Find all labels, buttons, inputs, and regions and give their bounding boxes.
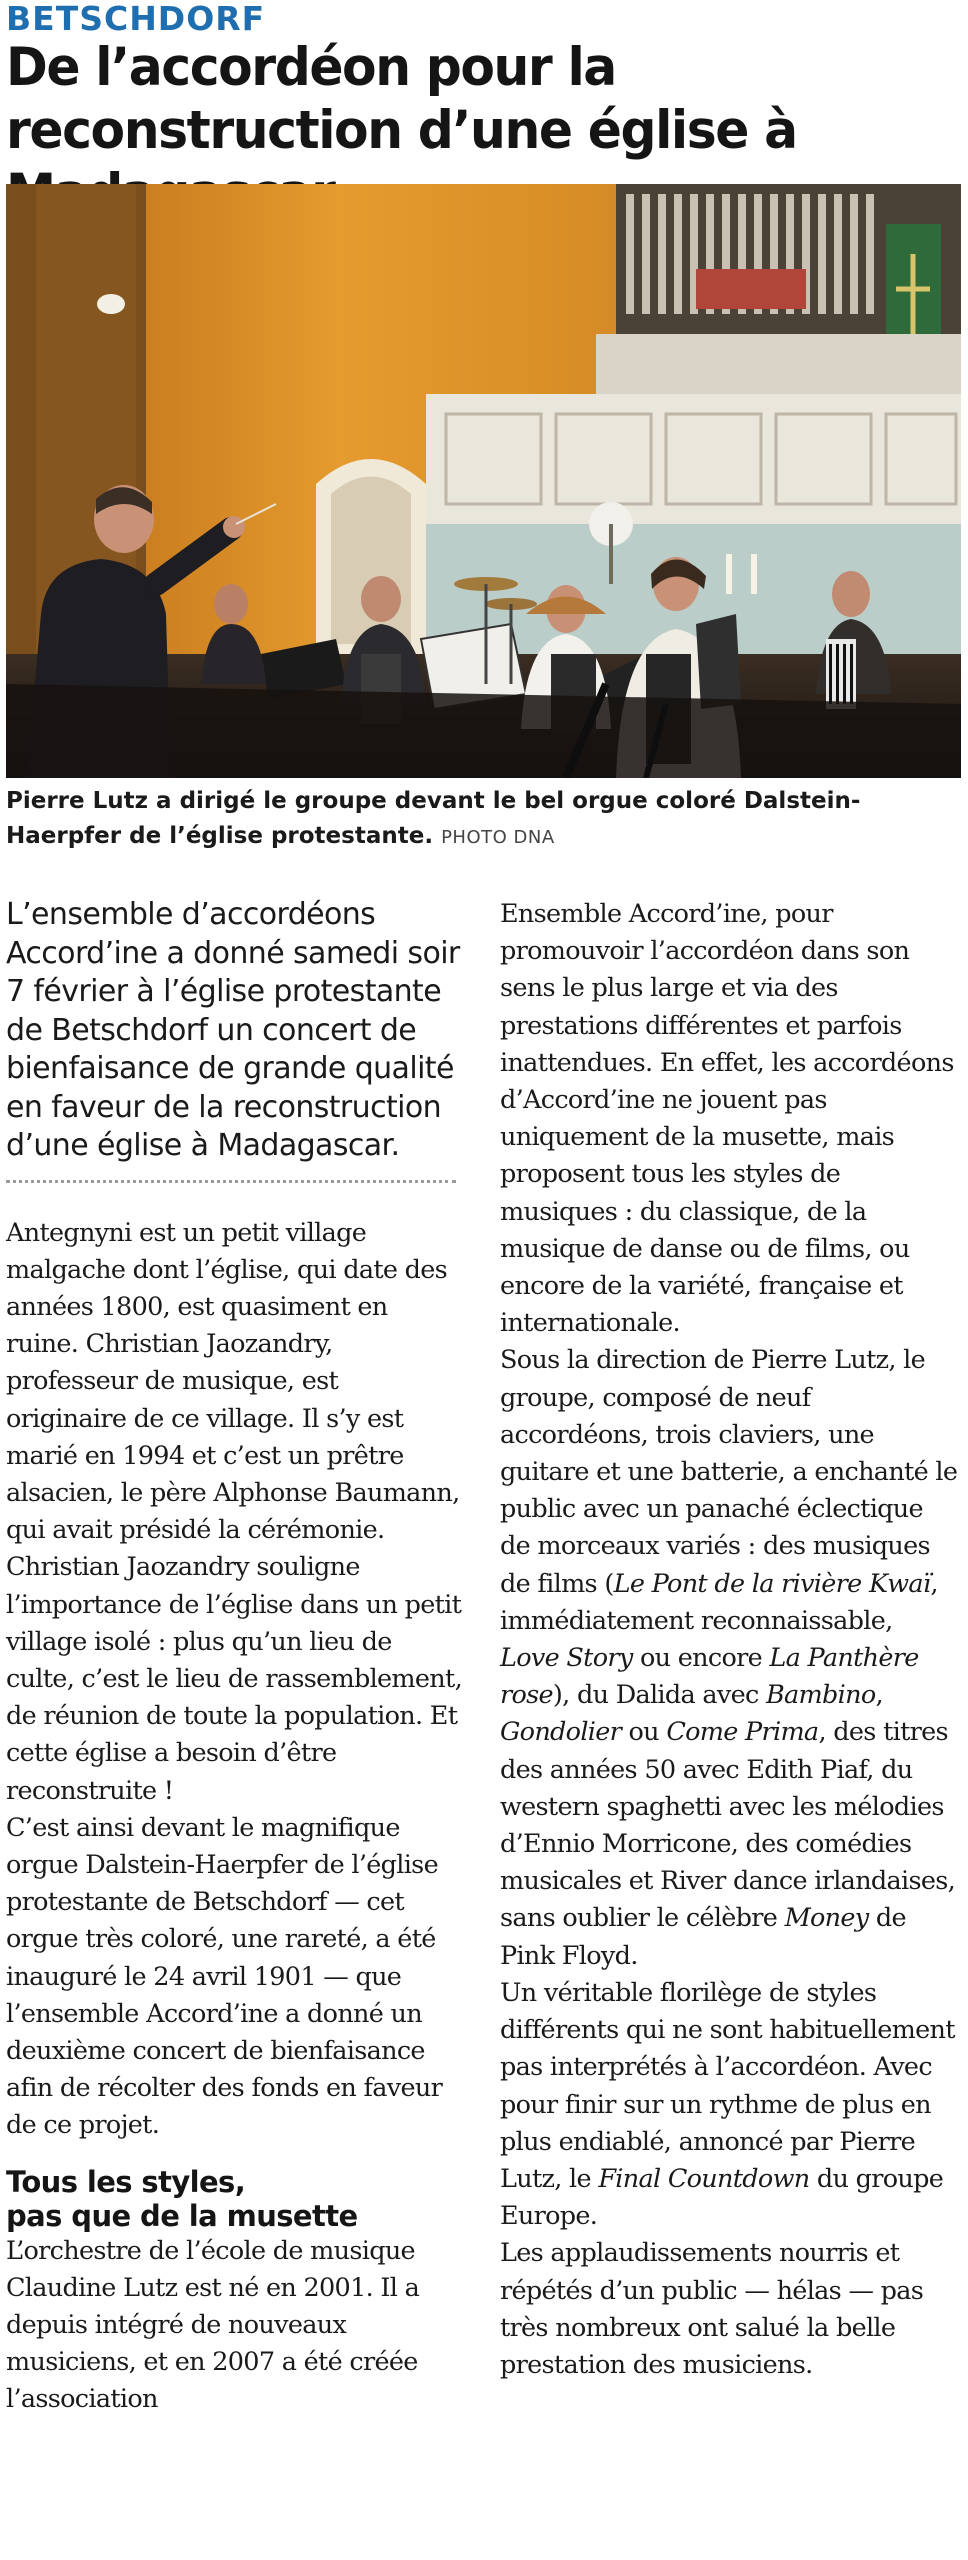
body-paragraph: L’orchestre de l’école de musique Claudine Lutz est né en 2001. Il a depuis intégré de nouveaux musiciens, et en 2007 a été créée l’association: [6, 2235, 420, 2415]
article-lead: L’ensemble d’accordéons Accord’ine a donné samedi soir 7 février à l’église protestante de Betschdorf un concert de bienfaisance de grande qualité en faveur de la reconstruction d’une église à Madagascar.: [6, 897, 460, 1163]
subhead-line-1: Tous les styles,: [6, 2164, 246, 2199]
film-title: Love Story: [500, 1643, 633, 1674]
body-paragraph: [500, 1342, 958, 1974]
right-column: [500, 896, 958, 2384]
left-body: [6, 1215, 462, 2419]
photo-credit: PHOTO DNA: [441, 827, 555, 848]
body-paragraph: [500, 1975, 958, 2235]
section-kicker: BETSCHDORF: [6, 0, 266, 38]
dotted-divider: [6, 1180, 456, 1183]
film-title: La Panthère rose: [500, 1643, 919, 1711]
body-paragraph: Ensemble Accord’ine, pour promouvoir l’accordéon dans son sens le plus large et via des prestations différentes et parfois inattendues. En effet, les accordéons d’Accord’ine ne jouent pas uniquement de la musette, mais proposent tous les styles de musiques : du classique, de la musique de danse ou de films, ou encore de la variété, française et internationale.: [500, 899, 954, 1339]
left-column: [6, 896, 462, 2419]
song-title: Final Countdown: [598, 2163, 810, 2194]
text-run: ,: [875, 1680, 883, 1711]
song-title: Bambino: [766, 1680, 876, 1711]
photo-caption: [6, 784, 961, 855]
song-title: Come Prima: [666, 1717, 819, 1748]
body-paragraph: C’est ainsi devant le magnifique orgue Dalstein-Haerpfer de l’église protestante de Betschdorf — cet orgue très coloré, une rareté, a été inauguré le 24 avril 1901 — que l’ensemble Accord’ine a donné un deuxième concert de bienfaisance afin de récolter des fonds en faveur de ce projet.: [6, 1812, 443, 2141]
text-run: , immédiatement reconnaissable,: [500, 1568, 938, 1636]
film-title: Le Pont de la rivière Kwaï: [613, 1568, 931, 1599]
text-run: de Pink Floyd.: [500, 1903, 906, 1971]
body-paragraph: Antegnyni est un petit village malgache dont l’église, qui date des années 1800, est quasiment en ruine. Christian Jaozandry, professeur de musique, est originaire de ce village. Il s’y est marié en 1994 et c’est un prêtre alsacien, le père Alphonse Baumann, qui avait présidé la cérémonie. Christian Jaozandry souligne l’importance de l’église dans un petit village isolé : plus qu’un lieu de culte, c’est le lieu de rassemblement, de réunion de toute la population. Et cette église a besoin d’être reconstruite !: [6, 1217, 462, 1806]
subhead-line-2: pas que de la musette: [6, 2198, 358, 2233]
text-run: ), du Dalida avec: [552, 1680, 767, 1711]
song-title: Gondolier: [500, 1717, 622, 1748]
section-subheading: [6, 2165, 462, 2233]
text-run: ou: [621, 1717, 667, 1748]
text-run: , des titres des années 50 avec Edith Piaf, du western spaghetti avec les mélodies d’Ennio Morricone, des comédies musicales et River dance irlandaises, sans oublier le célèbre: [500, 1717, 956, 1934]
text-run: ou encore: [632, 1643, 770, 1674]
text-run: du groupe Europe.: [500, 2163, 944, 2232]
concert-photo: [6, 184, 961, 778]
song-title: Money: [784, 1903, 869, 1934]
text-run: Un véritable florilège de styles différents qui ne sont habituellement pas interprétés à l’accordéon. Avec pour finir sur un rythme de plus en plus endiablé, annoncé par Pierre Lutz, le: [500, 1977, 955, 2194]
caption-text: Pierre Lutz a dirigé le groupe devant le bel orgue coloré Dalstein-Haerpfer de l’église protestante.: [6, 788, 861, 849]
body-paragraph: Les applaudissements nourris et répétés d’un public — hélas — pas très nombreux ont salué la belle prestation des musiciens.: [500, 2238, 924, 2380]
article-headline: De l’accordéon pour la reconstruction d’une église à: [6, 37, 797, 161]
text-run: Sous la direction de Pierre Lutz, le groupe, composé de neuf accordéons, trois claviers, une guitare et une batterie, a enchanté le public avec un panaché éclectique de morceaux variés : des musiques de films (: [500, 1345, 958, 1599]
